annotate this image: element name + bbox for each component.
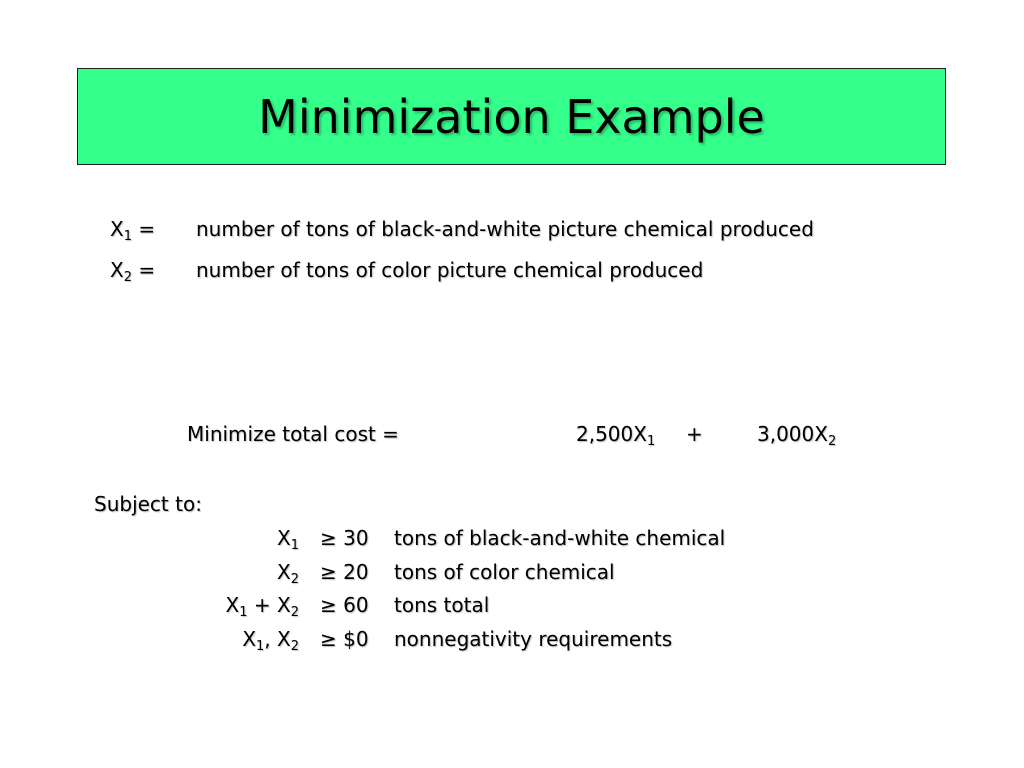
constraint-2-lhs-sub: 2: [290, 572, 299, 587]
constraint-3-rhs: ≥ 60: [320, 593, 369, 617]
constraint-4-lhs-sub-1: 1: [256, 639, 265, 654]
constraint-1-desc: tons of black-and-white chemical: [394, 526, 726, 550]
definition-2-var-letter: X: [110, 258, 124, 282]
constraint-3-lhs: [225, 593, 299, 620]
definition-1-var-sub: 1: [123, 229, 132, 244]
constraint-3-lhs-sub-1: 1: [239, 605, 248, 620]
definition-2-eq: =: [138, 258, 156, 282]
constraint-2-desc: tons of color chemical: [394, 560, 615, 584]
definition-2-text: number of tons of color picture chemical produced: [196, 258, 704, 282]
constraint-1-lhs: [277, 526, 299, 553]
constraint-3-lhs-sub-2: 2: [290, 605, 299, 620]
constraint-2-lhs: [277, 560, 299, 587]
subject-to-label: Subject to:: [94, 492, 202, 516]
constraint-4-desc: nonnegativity requirements: [394, 627, 673, 651]
constraint-4-lhs-term-1: X: [242, 627, 257, 651]
title-banner: [77, 68, 946, 165]
constraint-4-lhs: [242, 627, 299, 654]
definition-1-eq: =: [138, 217, 156, 241]
definition-2-var: [110, 258, 156, 285]
constraint-4-rhs: ≥ $0: [320, 627, 369, 651]
constraint-4-lhs-term-2: , X: [264, 627, 291, 651]
constraint-1-rhs: ≥ 30: [320, 526, 369, 550]
constraint-2-lhs-term: X: [277, 560, 291, 584]
constraint-3-lhs-term-1: X: [225, 593, 240, 617]
objective-operator: +: [686, 422, 703, 446]
constraint-1-lhs-sub: 1: [290, 538, 299, 553]
objective-term-1: [576, 422, 656, 449]
objective-label: Minimize total cost =: [187, 422, 399, 446]
constraint-3-desc: tons total: [394, 593, 490, 617]
page-title: Minimization Example: [258, 89, 765, 144]
definition-1-text: number of tons of black-and-white picture chemical produced: [196, 217, 814, 241]
objective-term-2-coef: 3,000X: [757, 422, 828, 446]
objective-term-2: [757, 422, 837, 449]
constraint-4-lhs-sub-2: 2: [290, 639, 299, 654]
objective-term-2-sub: 2: [827, 434, 837, 449]
definition-2-var-sub: 2: [123, 270, 132, 285]
definition-1-var: [110, 217, 156, 244]
constraint-1-lhs-term: X: [277, 526, 291, 550]
constraint-2-rhs: ≥ 20: [320, 560, 369, 584]
constraint-3-lhs-term-2: + X: [247, 593, 291, 617]
objective-term-1-coef: 2,500X: [576, 422, 647, 446]
definition-1-var-letter: X: [110, 217, 124, 241]
objective-term-1-sub: 1: [646, 434, 656, 449]
